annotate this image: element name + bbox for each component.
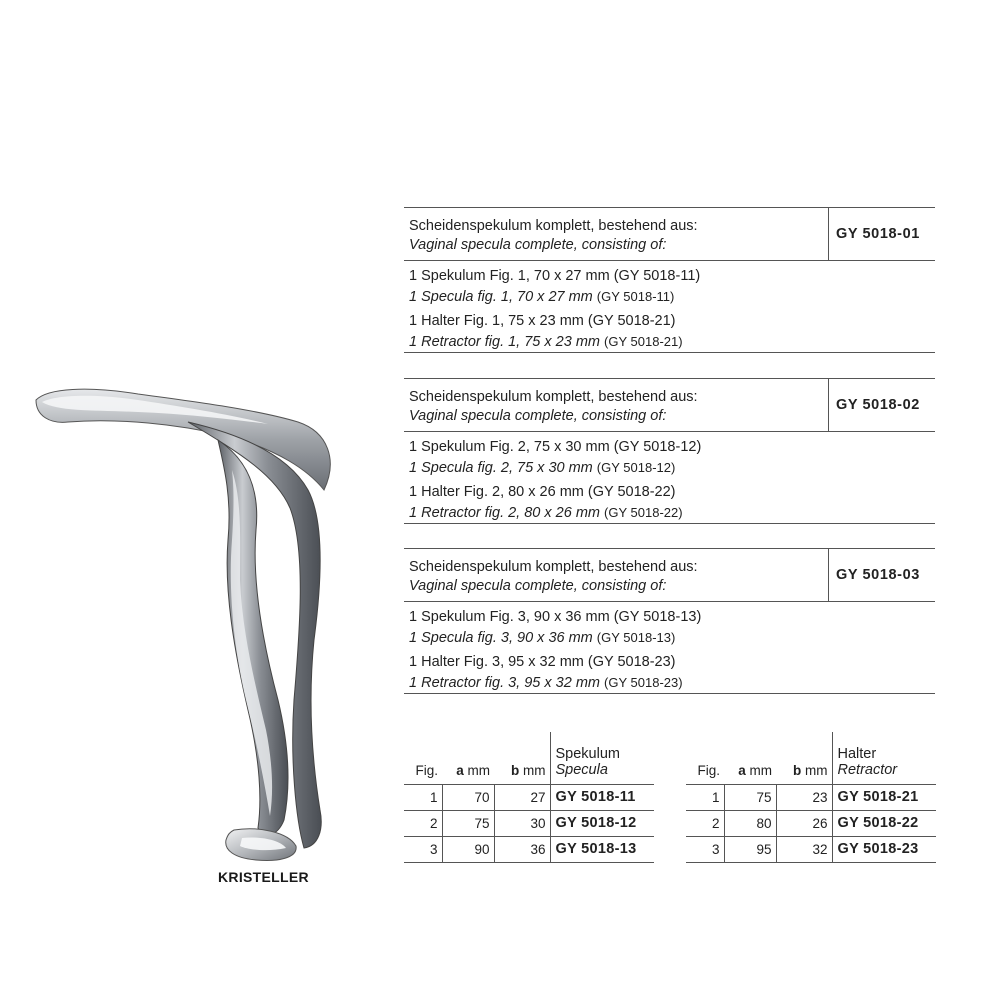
- item-en-text: 1 Retractor fig. 3, 95 x 32 mm: [409, 674, 600, 691]
- item-de: 1 Spekulum Fig. 1, 70 x 27 mm (GY 5018-11): [409, 268, 701, 284]
- cell-a: 95: [724, 836, 776, 862]
- set-title-de: Scheidenspekulum komplett, bestehend aus:: [409, 559, 698, 575]
- set-block-01: [404, 207, 935, 353]
- retractor-size-table: [686, 732, 936, 863]
- item-en-ref: (GY 5018-23): [604, 674, 683, 690]
- cell-b: 26: [776, 810, 832, 836]
- col-b-unit: mm: [523, 762, 546, 778]
- set-item-retractor: [409, 483, 935, 523]
- set-header: [404, 207, 935, 261]
- table-row: [686, 784, 936, 810]
- table-row: [686, 810, 936, 836]
- cell-fig: 1: [686, 784, 724, 810]
- set-title: [409, 217, 829, 255]
- table-header-row: [404, 732, 654, 784]
- set-title-de: Scheidenspekulum komplett, bestehend aus:: [409, 218, 698, 234]
- cell-fig: 1: [404, 784, 442, 810]
- table-header-row: [686, 732, 936, 784]
- item-en: [409, 332, 935, 353]
- cell-b: 23: [776, 784, 832, 810]
- col-b-header: [494, 732, 550, 784]
- set-block-02: [404, 378, 935, 524]
- set-item-retractor: [409, 312, 935, 352]
- cell-a: 75: [442, 810, 494, 836]
- set-contents: [404, 432, 935, 524]
- cell-code: GY 5018-23: [832, 836, 936, 862]
- cell-fig: 3: [404, 836, 442, 862]
- item-en-ref: (GY 5018-13): [596, 629, 676, 645]
- set-title: [409, 558, 829, 596]
- col-fig-header: Fig.: [415, 762, 438, 778]
- set-code: GY 5018-02: [828, 379, 935, 431]
- col-name-de: Halter: [837, 745, 877, 762]
- set-code: GY 5018-03: [828, 549, 935, 601]
- col-b-letter: b: [792, 762, 802, 778]
- item-de: 1 Spekulum Fig. 2, 75 x 30 mm (GY 5018-12): [409, 439, 702, 455]
- item-de: 1 Halter Fig. 3, 95 x 32 mm (GY 5018-23): [409, 654, 676, 670]
- set-block-03: [404, 548, 935, 694]
- col-a-letter: a: [738, 762, 746, 778]
- item-en-text: 1 Retractor fig. 2, 80 x 26 mm: [409, 504, 600, 521]
- item-en-ref: (GY 5018-12): [596, 459, 676, 475]
- set-title-de: Scheidenspekulum komplett, bestehend aus:: [409, 389, 698, 405]
- cell-code: GY 5018-22: [832, 810, 936, 836]
- table-row: [404, 836, 654, 862]
- col-b-unit: mm: [805, 762, 828, 778]
- table-row: [404, 784, 654, 810]
- col-a-unit: mm: [467, 762, 490, 778]
- set-contents: [404, 261, 935, 353]
- col-a-unit: mm: [749, 762, 772, 778]
- set-item-specula: [409, 608, 935, 648]
- item-en: [409, 458, 935, 479]
- item-en: [409, 287, 935, 308]
- instrument-caption: KRISTELLER: [218, 869, 309, 885]
- col-name-de: Spekulum: [555, 745, 620, 762]
- col-name-en: Specula: [555, 761, 608, 778]
- cell-a: 70: [442, 784, 494, 810]
- set-title: [409, 388, 829, 426]
- item-en: [409, 503, 935, 524]
- col-name-header: [550, 732, 654, 784]
- set-item-specula: [409, 438, 935, 478]
- set-item-specula: [409, 267, 935, 307]
- speculum-illustration: [28, 380, 348, 870]
- col-b-letter: b: [510, 762, 520, 778]
- item-de: 1 Halter Fig. 2, 80 x 26 mm (GY 5018-22): [409, 484, 676, 500]
- specula-size-table: [404, 732, 654, 863]
- set-contents: [404, 602, 935, 694]
- cell-a: 90: [442, 836, 494, 862]
- set-header: [404, 378, 935, 432]
- set-title-en: Vaginal specula complete, consisting of:: [409, 237, 667, 253]
- col-a-header: [442, 732, 494, 784]
- cell-b: 32: [776, 836, 832, 862]
- set-code: GY 5018-01: [828, 208, 935, 260]
- cell-fig: 2: [404, 810, 442, 836]
- col-b-header: [776, 732, 832, 784]
- item-en-ref: (GY 5018-21): [604, 333, 683, 349]
- item-de: 1 Spekulum Fig. 3, 90 x 36 mm (GY 5018-13): [409, 609, 702, 625]
- cell-b: 27: [494, 784, 550, 810]
- cell-a: 75: [724, 784, 776, 810]
- cell-code: GY 5018-13: [550, 836, 654, 862]
- cell-b: 30: [494, 810, 550, 836]
- item-en-ref: (GY 5018-11): [596, 288, 675, 304]
- col-name-en: Retractor: [837, 761, 898, 778]
- cell-code: GY 5018-11: [550, 784, 654, 810]
- item-en-text: 1 Specula fig. 2, 75 x 30 mm: [409, 459, 593, 476]
- cell-code: GY 5018-21: [832, 784, 936, 810]
- col-a-header: [724, 732, 776, 784]
- col-a-letter: a: [456, 762, 464, 778]
- item-de: 1 Halter Fig. 1, 75 x 23 mm (GY 5018-21): [409, 313, 676, 329]
- set-title-en: Vaginal specula complete, consisting of:: [409, 408, 667, 424]
- item-en-text: 1 Specula fig. 3, 90 x 36 mm: [409, 629, 593, 646]
- item-en-text: 1 Retractor fig. 1, 75 x 23 mm: [409, 333, 600, 350]
- table-row: [686, 836, 936, 862]
- col-fig-header: Fig.: [697, 762, 720, 778]
- cell-b: 36: [494, 836, 550, 862]
- set-header: [404, 548, 935, 602]
- table-row: [404, 810, 654, 836]
- set-item-retractor: [409, 653, 935, 693]
- col-name-header: [832, 732, 936, 784]
- set-title-en: Vaginal specula complete, consisting of:: [409, 578, 667, 594]
- item-en-text: 1 Specula fig. 1, 70 x 27 mm: [409, 288, 593, 305]
- cell-fig: 3: [686, 836, 724, 862]
- cell-a: 80: [724, 810, 776, 836]
- item-en-ref: (GY 5018-22): [604, 504, 683, 520]
- item-en: [409, 673, 935, 694]
- item-en: [409, 628, 935, 649]
- cell-code: GY 5018-12: [550, 810, 654, 836]
- cell-fig: 2: [686, 810, 724, 836]
